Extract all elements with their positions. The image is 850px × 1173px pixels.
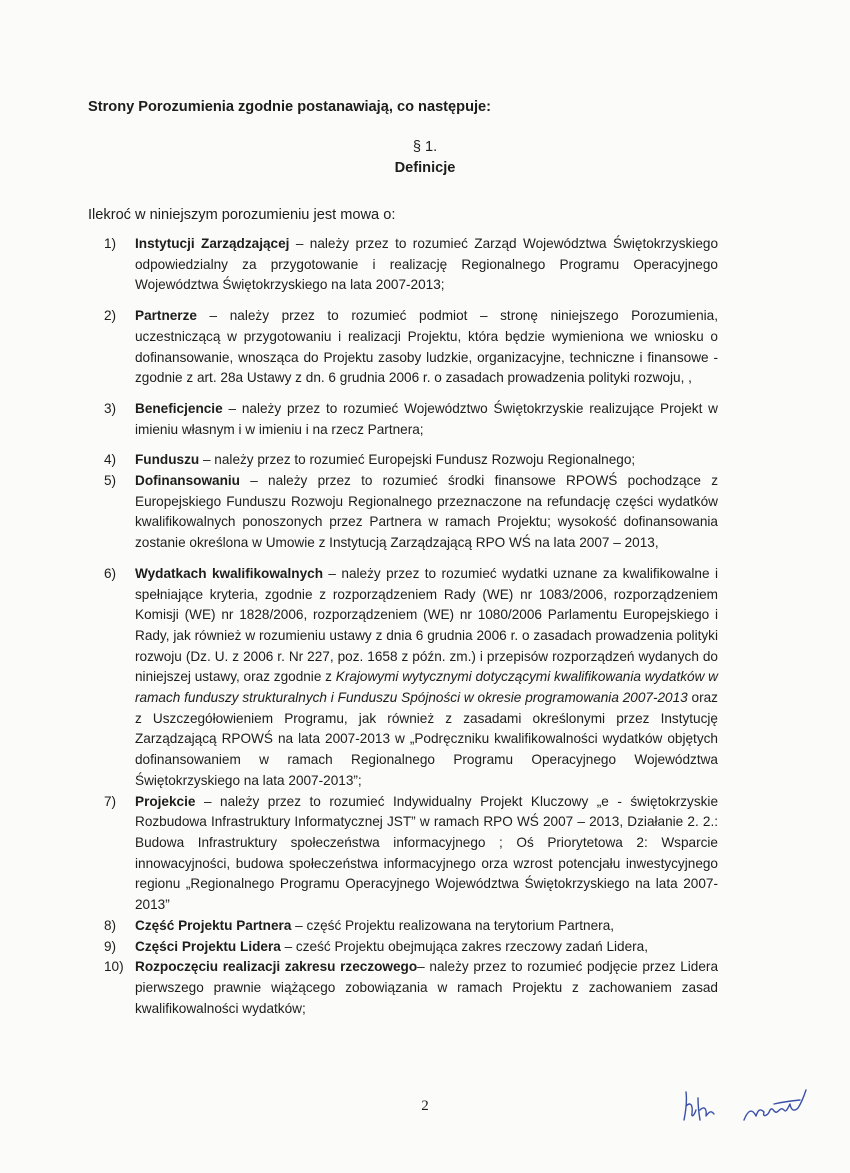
definition-text: – część Projektu realizowana na terytorium Partnera, (291, 917, 615, 933)
item-number: 7) (104, 793, 117, 809)
definition-term: Część Projektu Partnera (135, 917, 292, 933)
handwritten-signature-icon (744, 1090, 806, 1120)
definition-item (104, 957, 718, 1019)
definition-item (104, 306, 718, 389)
definition-text: – należy przez to rozumieć Województwo Świętokrzyskie realizujące Projekt w imieniu własnym i w imieniu i na rzecz Partnera; (135, 400, 718, 437)
lead-paragraph: Ilekroć w niniejszym porozumieniu jest mowa o: (88, 207, 396, 223)
item-number: 3) (104, 400, 117, 416)
definition-term: Części Projektu Lidera (135, 938, 281, 954)
item-number: 5) (104, 473, 117, 489)
definition-text: – należy przez to rozumieć środki finansowe RPOWŚ pochodzące z Europejskiego Funduszu Rozwoju Regionalnego przeznaczone na refundację części wydatków kwalifikowalnych ponoszonych przez Partnera w ramach Projektu; wysokość dofinansowania zostanie określona w Umowie z Instytucją Zarządzającą RPO WŚ na lata 2007 – 2013, (135, 473, 718, 551)
definition-term: Projekcie (135, 793, 196, 809)
definition-item (104, 471, 718, 554)
item-number: 6) (104, 565, 117, 581)
item-number: 9) (104, 938, 117, 954)
section-title: Definicje (394, 160, 456, 176)
section-number: § 1. (412, 139, 438, 155)
definition-item (104, 234, 718, 296)
item-number: 8) (104, 917, 117, 933)
signature-icon (678, 1080, 828, 1130)
definition-item (104, 937, 718, 958)
definition-item (104, 916, 718, 937)
intro-heading: Strony Porozumienia zgodnie postanawiają, co następuje: (88, 99, 492, 115)
definitions-list (104, 234, 718, 1019)
initials-signature-icon (684, 1092, 714, 1120)
definition-text-continued: oraz z Uszczegółowieniem Programu, jak również z zasadami określonymi przez Instytucję Zarządzającą RPOWŚ na lata 2007-2013 w „Podręczniku kwalifikowalności wydatków objętych dofinansowaniem w ramach Regionalnego Programu Operacyjnego Województwa Świętokrzyskiego na lata 2007-2013”; (135, 690, 718, 788)
definition-item (104, 564, 718, 792)
definition-text: – cześć Projektu obejmująca zakres rzeczowy zadań Lidera, (280, 938, 649, 954)
definition-text: – należy przez to rozumieć Zarząd Województwa Świętokrzyskiego odpowiedzialny za przygotowanie i realizację Regionalnego Programu Operacyjnego Województwa Świętokrzyskiego na lata 2007-2013; (135, 236, 719, 293)
definition-term: Rozpoczęciu realizacji zakresu rzeczowego (135, 959, 418, 975)
definition-term: Partnerze (135, 308, 197, 324)
definition-text: – należy przez to rozumieć Europejski Fundusz Rozwoju Regionalnego; (199, 452, 636, 468)
item-number: 4) (104, 452, 117, 468)
definition-item (104, 399, 718, 440)
item-number: 2) (104, 308, 117, 324)
definition-text: – należy przez to rozumieć podjęcie przez Lidera pierwszego prawnie wiążącego zobowiązania w ramach Projektu z zachowaniem zasad kwalifikowalności wydatków; (135, 959, 719, 1016)
item-number: 1) (104, 236, 117, 251)
definition-text: – należy przez to rozumieć Indywidualny Projekt Kluczowy „e - świętokrzyskie Rozbudowa Infrastruktury Informatycznej JST” w ramach RPO WŚ 2007 – 2013, Działanie 2. 2.: Budowa Infrastruktury społeczeństwa informacyjnego ; Oś Priorytetowa 2: Wsparcie innowacyjności, budowa społeczeństwa informacyjnego orza wzrost potencjału inwestycyjnego regionu „Regionalnego Programu Operacyjnego Województwa Świętokrzyskiego na lata 2007-2013” (135, 793, 718, 913)
definition-term: Wydatkach kwalifikowalnych (135, 565, 323, 581)
definition-term: Dofinansowaniu (135, 473, 240, 489)
definition-term: Beneficjencie (135, 400, 223, 416)
definition-term: Funduszu (135, 452, 200, 468)
definition-term: Instytucji Zarządzającej (135, 236, 290, 251)
item-number: 10) (104, 959, 124, 975)
definition-text: – należy przez to rozumieć wydatki uznane za kwalifikowalne i spełniające kryteria, zgodnie z rozporządzeniem Rady (WE) nr 1083/2006, rozporządzeniem Komisji (WE) nr 1828/2006, rozporządzeniem (WE) nr 1080/2006 Parlamentu Europejskiego i Rady, jak również w rozumieniu ustawy z dnia 6 grudnia 2006 r. o zasadach prowadzenia polityki rozwoju (Dz. U. z 2006 r. Nr 227, poz. 1658 z późn. zm.) i przepisów rozporządzeń wydanych do niniejszej ustawy, oraz zgodnie z (135, 565, 718, 685)
definition-italic-title: Krajowymi wytycznymi dotyczącymi kwalifikowania wydatków w ramach funduszy strukturalnych i Funduszu Spójności w okresie programowania 2007-2013 (135, 669, 718, 706)
page-number: 2 (421, 1098, 429, 1114)
definition-text: – należy przez to rozumieć podmiot – stronę niniejszego Porozumienia, uczestniczącą w przygotowaniu i realizacji Projektu, która będzie wymieniona we wniosku o dofinansowanie, wnosząca do Projektu zasoby ludzkie, organizacyjne, techniczne i finansowe - zgodnie z art. 28a Ustawy z dn. 6 grudnia 2006 r. o zasadach prowadzenia polityki rozwoju, , (135, 308, 718, 386)
definition-item (104, 792, 718, 916)
definition-item (104, 450, 718, 471)
